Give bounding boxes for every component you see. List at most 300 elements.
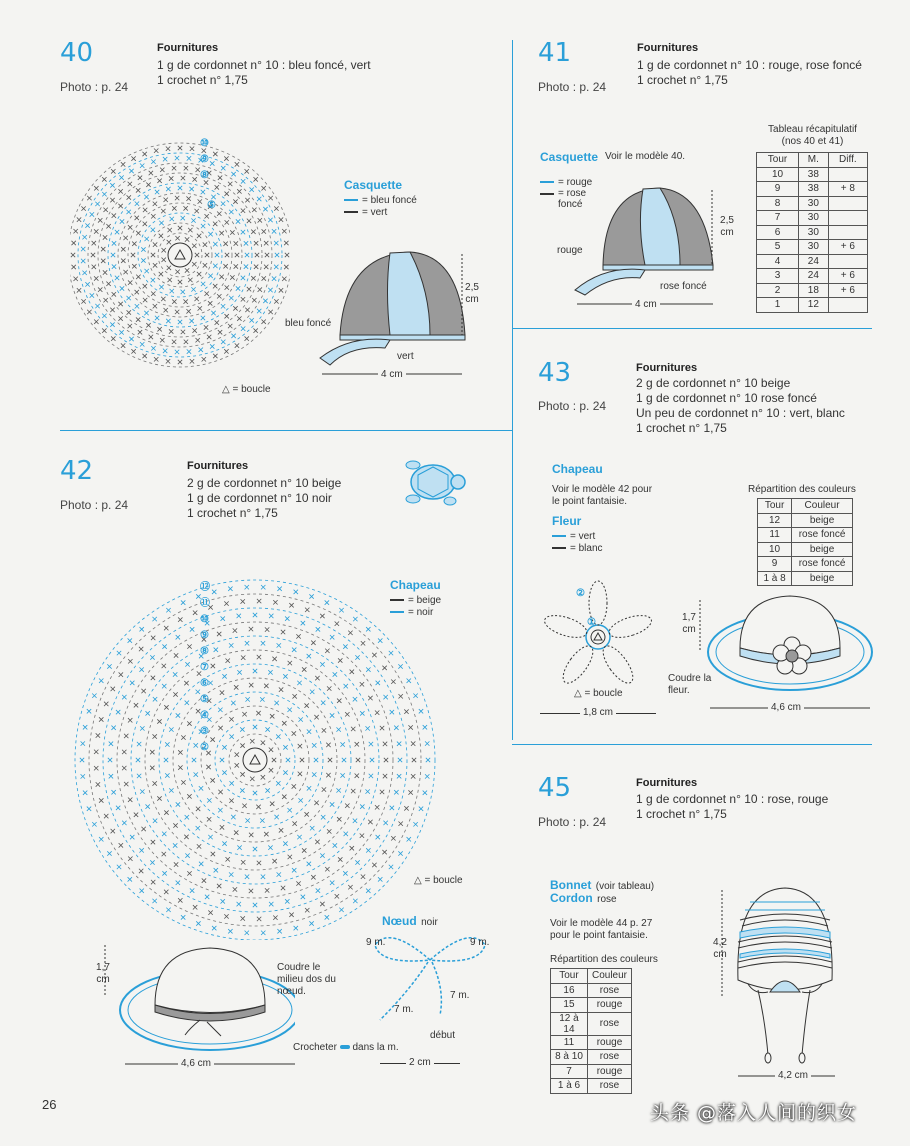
stitch-mark	[236, 219, 240, 223]
legend-label: = noir	[408, 606, 434, 618]
stitch-mark	[166, 359, 170, 363]
color-row	[551, 1064, 632, 1079]
color-row	[758, 513, 853, 528]
stitch-mark	[187, 349, 191, 353]
stitch-mark	[268, 196, 272, 200]
stitch-mark	[128, 638, 132, 642]
stitch-mark	[134, 813, 138, 817]
stitch-mark	[169, 727, 173, 731]
stitch-mark	[94, 229, 98, 233]
stitch-mark	[229, 799, 233, 803]
stitch-mark	[159, 234, 163, 238]
stitch-mark	[184, 166, 188, 170]
stitch-mark	[128, 877, 132, 881]
stitch-mark	[345, 804, 349, 808]
stitch-mark	[277, 587, 281, 591]
stitch-mark	[191, 287, 195, 291]
stitch-mark	[102, 177, 106, 181]
stitch-mark	[320, 662, 324, 666]
stitch-mark	[240, 772, 244, 776]
stitch-mark	[128, 324, 132, 328]
model-number-43: 43	[538, 358, 572, 388]
stitch-mark	[154, 357, 158, 361]
stitch-mark	[274, 299, 278, 303]
stitch-mark	[128, 182, 132, 186]
table-cell: 9	[758, 557, 792, 572]
stitch-mark	[219, 275, 223, 279]
stitch-mark	[380, 726, 384, 730]
crochet-round	[108, 183, 252, 327]
stitch-mark	[130, 681, 134, 685]
col-header: Diff.	[828, 153, 867, 168]
model-number-40: 40	[60, 38, 94, 68]
stitch-mark	[185, 853, 189, 857]
stitch-mark	[146, 323, 150, 327]
table-cell: 38	[799, 167, 829, 182]
crochet-round	[88, 163, 272, 347]
stitch-mark	[229, 210, 233, 214]
stitch-mark	[394, 790, 398, 794]
stitch-mark	[253, 847, 257, 851]
stitch-mark	[351, 789, 355, 793]
stitch-mark	[151, 160, 155, 164]
stitch-mark	[376, 835, 380, 839]
stitch-mark	[304, 812, 308, 816]
stitch-mark	[137, 774, 141, 778]
round-marker: ⑫	[200, 582, 210, 593]
recap-row	[757, 240, 868, 255]
stitch-mark	[268, 670, 272, 674]
stitch-mark	[411, 741, 415, 745]
stitch-mark	[269, 768, 273, 772]
stitch-mark	[302, 667, 306, 671]
recap-table	[756, 152, 868, 313]
stitch-mark	[251, 230, 255, 234]
stitch-mark	[302, 848, 306, 852]
table-head	[551, 969, 632, 984]
stitch-mark	[166, 608, 170, 612]
stitch-mark	[376, 681, 380, 685]
stitch-mark	[372, 653, 376, 657]
stitch-mark	[92, 694, 96, 698]
stitch-mark	[338, 857, 342, 861]
stitch-mark	[384, 758, 388, 762]
stitch-mark	[366, 667, 370, 671]
fournitures-line: 1 crochet n° 1,75	[637, 73, 728, 87]
stitch-mark	[382, 850, 386, 854]
stitch-mark	[161, 258, 165, 262]
stitch-mark	[213, 242, 217, 246]
stitch-mark	[249, 187, 253, 191]
nine-m-left: 9 m.	[366, 937, 386, 948]
stitch-mark	[256, 711, 260, 715]
blue-line-swatch	[540, 181, 554, 183]
stitch-mark	[111, 336, 115, 340]
stitch-mark	[279, 828, 283, 832]
stitch-mark	[281, 886, 285, 890]
stitch-mark	[237, 316, 241, 320]
color-row	[758, 571, 853, 586]
fournitures-list-45	[636, 792, 828, 822]
stitch-mark	[207, 817, 211, 821]
table-cell: 4	[757, 254, 799, 269]
stitch-mark	[211, 311, 215, 315]
stitch-mark	[110, 308, 114, 312]
stitch-mark	[423, 725, 427, 729]
stitch-mark	[234, 241, 238, 245]
stitch-mark	[368, 696, 372, 700]
stitch-mark	[245, 931, 249, 935]
table-cell: 12	[799, 298, 829, 313]
noeud-color: noir	[421, 917, 438, 928]
stitch-mark	[375, 805, 379, 809]
stitch-mark	[153, 242, 157, 246]
flower-round-2: ②	[576, 588, 585, 599]
recap-row	[757, 167, 868, 182]
stitch-mark	[237, 670, 241, 674]
stitch-mark	[247, 287, 251, 291]
stitch-mark	[301, 621, 305, 625]
stitch-mark	[276, 734, 280, 738]
stitch-mark	[241, 230, 245, 234]
table-cell: rose foncé	[792, 528, 853, 543]
stitch-mark	[92, 265, 96, 269]
recap-row	[757, 182, 868, 197]
stitch-mark	[228, 929, 232, 933]
stitch-mark	[407, 837, 411, 841]
round-marker-9: ⑨	[200, 154, 209, 165]
stitch-mark	[391, 679, 395, 683]
stitch-mark	[249, 627, 253, 631]
stitch-mark	[229, 872, 233, 876]
legend-label: = blanc	[570, 542, 603, 554]
stitch-mark	[235, 343, 239, 347]
stitch-mark	[123, 270, 127, 274]
stitch-mark	[121, 259, 125, 263]
stitch-mark	[94, 276, 98, 280]
stitch-mark	[206, 765, 210, 769]
stitch-mark	[111, 790, 115, 794]
stitch-mark	[245, 697, 249, 701]
fournitures-line: Un peu de cordonnet n° 10 : vert, blanc	[636, 406, 845, 420]
stitch-mark	[152, 899, 156, 903]
table-header-row	[758, 499, 853, 514]
stitch-mark	[181, 330, 185, 334]
stitch-mark	[296, 634, 300, 638]
height-label-45: 4,2 cm	[713, 937, 727, 960]
stitch-mark	[164, 810, 168, 814]
stitch-mark	[80, 758, 84, 762]
stitch-mark	[277, 872, 281, 876]
stitch-mark	[101, 259, 105, 263]
stitch-mark	[333, 672, 337, 676]
stitch-mark	[94, 766, 98, 770]
stitch-mark	[136, 317, 140, 321]
stitch-mark	[333, 843, 337, 847]
table-cell: 1 à 8	[758, 571, 792, 586]
stitch-mark	[71, 253, 75, 257]
stitch-mark	[355, 742, 359, 746]
blue-line-swatch	[344, 199, 358, 201]
stitch-mark	[203, 263, 207, 267]
stitch-mark	[245, 308, 249, 312]
stitch-mark	[265, 788, 269, 792]
stitch-mark	[240, 788, 244, 792]
stitch-mark	[176, 802, 180, 806]
legend-item	[344, 194, 417, 206]
stitch-mark	[204, 325, 208, 329]
stitch-mark	[138, 176, 142, 180]
recap-row	[757, 269, 868, 284]
stitch-mark	[120, 286, 124, 290]
recap-row	[757, 211, 868, 226]
stitch-mark	[157, 179, 161, 183]
table-cell: 1 à 6	[551, 1079, 588, 1094]
stitch-mark	[257, 197, 261, 201]
stitch-mark	[408, 725, 412, 729]
table-body	[758, 513, 853, 586]
color-row	[551, 983, 632, 998]
round-marker: ②	[200, 742, 209, 753]
stitch-mark	[355, 655, 359, 659]
stitch-mark	[185, 815, 189, 819]
stitch-mark	[360, 682, 364, 686]
table-head	[758, 499, 853, 514]
stitch-mark	[205, 895, 209, 899]
stitch-mark	[186, 196, 190, 200]
stitch-mark	[264, 684, 268, 688]
stitch-mark	[81, 206, 85, 210]
stitch-mark	[181, 290, 185, 294]
stitch-mark	[214, 868, 218, 872]
table-cell: 38	[799, 182, 829, 197]
stitch-mark	[139, 647, 143, 651]
stitch-mark	[167, 278, 171, 282]
stitch-mark	[273, 600, 277, 604]
petal	[598, 641, 638, 687]
crochet-round	[118, 193, 242, 317]
table-cell: + 6	[828, 269, 867, 284]
fournitures-line: 2 g de cordonnet n° 10 beige	[636, 376, 791, 390]
stitch-mark	[261, 875, 265, 879]
table-cell: 30	[799, 225, 829, 240]
round-marker: ⑩	[200, 614, 209, 625]
color-row	[758, 557, 853, 572]
stitch-mark	[151, 228, 155, 232]
stitch-mark	[413, 822, 417, 826]
stitch-mark	[140, 726, 144, 730]
table-cell: 8 à 10	[551, 1050, 588, 1065]
stitch-mark	[297, 835, 301, 839]
stitch-mark	[234, 264, 238, 268]
stitch-mark	[196, 807, 200, 811]
stitch-mark	[355, 774, 359, 778]
stitch-mark	[175, 236, 179, 240]
stitch-mark	[353, 697, 357, 701]
stitch-mark	[389, 651, 393, 655]
stitch-mark	[153, 697, 157, 701]
stitch-mark	[139, 869, 143, 873]
color-legend-42	[390, 594, 441, 618]
stitch-mark	[218, 808, 222, 812]
stitch-mark	[231, 172, 235, 176]
crochet-round	[103, 608, 407, 912]
stitch-mark	[261, 775, 265, 779]
stitch-mark	[241, 655, 245, 659]
seven-m-left: 7 m.	[394, 1004, 414, 1015]
stitch-mark	[425, 741, 429, 745]
label-rose-fonce: rose foncé	[660, 281, 707, 292]
stitch-mark	[292, 731, 296, 735]
stitch-mark	[288, 661, 292, 665]
stitch-mark	[221, 304, 225, 308]
stitch-mark	[222, 841, 226, 845]
boucle-triangle	[175, 250, 185, 259]
stitch-mark	[153, 202, 157, 206]
stitch-mark	[314, 758, 318, 762]
stitch-mark	[353, 819, 357, 823]
stitch-mark	[174, 653, 178, 657]
stitch-mark	[159, 272, 163, 276]
stitch-mark	[198, 199, 202, 203]
stitch-mark	[307, 729, 311, 733]
stitch-mark	[253, 669, 257, 673]
note-line: Voir le modèle 44 p. 27	[550, 918, 653, 929]
round-marker: ⑪	[200, 598, 210, 609]
stitch-mark	[77, 217, 81, 221]
stitch-mark	[316, 888, 320, 892]
stitch-mark	[196, 921, 200, 925]
stitch-mark	[335, 894, 339, 898]
stitch-mark	[128, 280, 132, 284]
cordon-heading	[550, 889, 617, 907]
stitch-mark	[136, 275, 140, 279]
stitch-mark	[153, 781, 157, 785]
stitch-mark	[175, 156, 179, 160]
stitch-mark	[383, 774, 387, 778]
stitch-mark	[102, 328, 106, 332]
stitch-mark	[191, 218, 195, 222]
stitch-mark	[201, 282, 205, 286]
cap-drawing-41	[565, 180, 745, 310]
stitch-mark	[301, 895, 305, 899]
stitch-mark	[292, 648, 296, 652]
stitch-mark	[112, 213, 116, 217]
stitch-mark	[229, 296, 233, 300]
round-marker: ③	[200, 726, 209, 737]
stitch-mark	[263, 299, 267, 303]
stitch-mark	[128, 798, 132, 802]
stitch-mark	[348, 885, 352, 889]
stitch-mark	[265, 253, 269, 257]
stitch-mark	[174, 862, 178, 866]
stitch-mark	[82, 235, 86, 239]
legend-item	[390, 594, 441, 606]
stitch-mark	[350, 670, 354, 674]
stitch-mark	[245, 641, 249, 645]
stitch-mark	[153, 304, 157, 308]
stitch-mark	[164, 890, 168, 894]
stitch-mark	[81, 299, 85, 303]
stitch-mark	[337, 699, 341, 703]
stitch-mark	[173, 823, 177, 827]
stitch-mark	[150, 766, 154, 770]
stitch-mark	[383, 695, 387, 699]
stitch-mark	[162, 832, 166, 836]
table-cell: 7	[757, 211, 799, 226]
stitch-mark	[339, 608, 343, 612]
stitch-mark	[132, 264, 136, 268]
color-table-45	[550, 968, 632, 1094]
stitch-mark	[185, 701, 189, 705]
color-table-title-45: Répartition des couleurs	[550, 954, 658, 965]
stitch-mark	[261, 741, 265, 745]
stitch-mark	[159, 285, 163, 289]
stitch-mark	[382, 666, 386, 670]
stitch-mark	[350, 846, 354, 850]
stitch-mark	[307, 654, 311, 658]
stitch-mark	[355, 860, 359, 864]
stitch-mark	[279, 217, 283, 221]
stitch-mark	[281, 630, 285, 634]
stitch-mark	[187, 871, 191, 875]
stitch-mark	[87, 709, 91, 713]
stitch-mark	[194, 297, 198, 301]
stitch-mark	[127, 195, 131, 199]
dark-line-swatch	[390, 599, 404, 601]
stitch-mark	[321, 701, 325, 705]
recap-title-line: Tableau récapitulatif	[768, 124, 857, 135]
stitch-mark	[292, 694, 296, 698]
stitch-mark	[283, 745, 287, 749]
fournitures-line: 1 g de cordonnet n° 10 : rose, rouge	[636, 792, 829, 806]
table-cell: 6	[757, 225, 799, 240]
recap-row	[757, 283, 868, 298]
two-cm-label: 2 cm	[406, 1057, 434, 1069]
fournitures-title-40: Fournitures	[157, 42, 219, 54]
table-cell: 16	[551, 983, 588, 998]
stitch-mark	[141, 258, 145, 262]
crochet-round	[117, 622, 393, 898]
seven-m-right: 7 m.	[450, 990, 470, 1001]
stitch-mark	[83, 791, 87, 795]
stitch-mark	[292, 784, 296, 788]
stitch-mark	[101, 247, 105, 251]
stitch-mark	[325, 867, 329, 871]
stitch-mark	[285, 899, 289, 903]
stitch-mark	[153, 819, 157, 823]
stitch-mark	[135, 290, 139, 294]
stitch-mark	[178, 320, 182, 324]
stitch-mark	[192, 262, 196, 266]
col-header: Couleur	[587, 969, 631, 984]
blue-line-swatch	[552, 535, 566, 537]
stitch-mark	[245, 818, 249, 822]
stitch-mark	[249, 318, 253, 322]
round-marker-8: ⑧	[200, 170, 209, 181]
stitch-mark	[128, 856, 132, 860]
stitch-mark	[122, 766, 126, 770]
model-note-45	[550, 918, 652, 942]
legend-item	[552, 530, 603, 542]
stitch-mark	[161, 248, 165, 252]
stitch-mark	[99, 798, 103, 802]
stitch-mark	[224, 914, 228, 918]
stitch-mark	[279, 687, 283, 691]
table-cell: 15	[551, 998, 588, 1013]
stitch-mark	[251, 276, 255, 280]
stitch-mark	[159, 221, 163, 225]
